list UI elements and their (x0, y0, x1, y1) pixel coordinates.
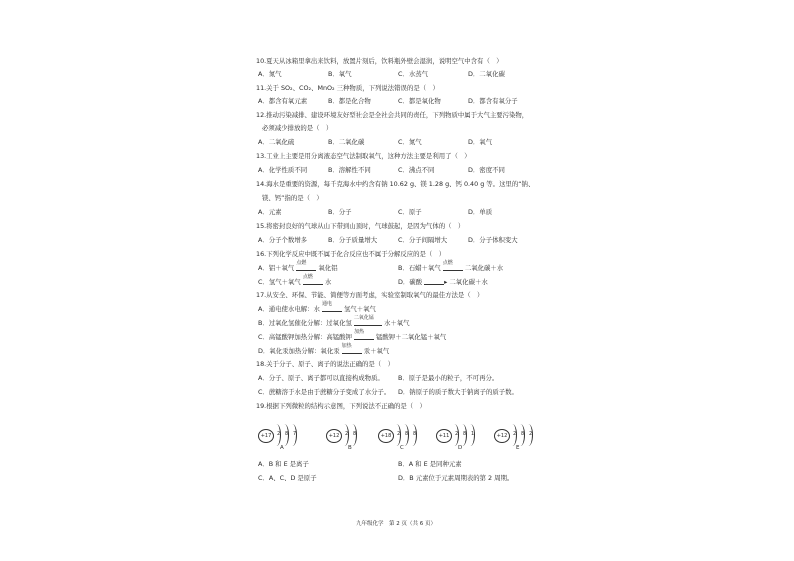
question-12-stem: 12.推动污染减排、建设环境友好型社会是全社会共同的责任，下列物质中属于大气主要污染物， (256, 111, 529, 119)
q15-option-b: B．分子质量增大 (328, 236, 378, 244)
q13-option-b: B．溶解性不同 (328, 166, 371, 174)
q12-option-a: A．二氧化硫 (258, 138, 295, 146)
question-19-stem: 19.根据下列微粒的结构示意图，下列说法不正确的是（ ） (256, 402, 426, 410)
q17-d-arrow (341, 343, 362, 355)
q19-option-a: A．B 和 E 是离子 (258, 460, 309, 468)
q17-option-c (258, 329, 447, 341)
q18-option-b: B．原子是最小的粒子，不可再分。 (398, 374, 499, 382)
q16-option-a (258, 260, 338, 272)
atom-a-shell-2: 8 (285, 431, 289, 437)
q17-a-condition: 通电 (321, 301, 332, 307)
q17-c-arrow (353, 329, 374, 341)
atom-b-shell-2: 8 (353, 431, 357, 437)
q12-option-c: C．氮气 (398, 138, 422, 146)
atom-diagram-e (492, 418, 552, 454)
q19-option-b: B．A 和 E 是同种元素 (398, 460, 462, 468)
q16-option-d (398, 278, 488, 286)
q17-a-reactants: A．通电使水电解：水 (258, 305, 320, 313)
q15-option-c: C．分子间隔增大 (398, 236, 448, 244)
q16-d-reactants: D．碳酸 (398, 278, 423, 286)
atom-c-nucleus: +18 (378, 429, 394, 443)
atom-c-shell-2: 8 (405, 431, 409, 437)
atom-diagram-c (376, 418, 436, 454)
q18-option-a: A．分子、原子、离子都可以直接构成物质。 (258, 374, 384, 382)
q17-d-condition: 加热 (341, 343, 352, 349)
q17-a-products: 氢气＋氧气 (343, 305, 376, 313)
question-16-stem: 16.下列化学反应中既不属于化合反应也不属于分解反应的是（ ） (256, 250, 446, 258)
q17-b-products: 水＋氧气 (383, 319, 410, 327)
q10-option-b: B．氧气 (328, 70, 352, 78)
q14-option-b: B．分子 (328, 208, 352, 216)
q11-option-a: A．都含有氧元素 (258, 97, 308, 105)
q15-option-a: A．分子个数增多 (258, 236, 308, 244)
q10-option-d: D．二氧化碳 (468, 70, 505, 78)
q14-option-c: C．原子 (398, 208, 422, 216)
q17-b-condition: 二氧化锰 (353, 315, 374, 321)
atom-diagram-b (324, 418, 384, 454)
q14-option-d: D．单质 (468, 208, 493, 216)
atom-b-label: B (348, 445, 352, 451)
q16-b-arrow (442, 260, 463, 272)
atom-diagram-a (256, 418, 316, 454)
atom-b-nucleus: +12 (326, 429, 342, 443)
atom-c-label: C (400, 445, 404, 451)
atom-a-nucleus: +17 (258, 429, 274, 443)
question-12-stem-cont: 必须减少排放的是（ ） (262, 124, 333, 132)
question-15-stem: 15.将密封良好的气球从山下带到山顶时，气球鼓起，是因为气体的（ ） (256, 222, 465, 230)
q10-option-c: C．水蒸气 (398, 70, 429, 78)
q17-d-reactants: D．氧化汞加热分解：氧化汞 (258, 347, 340, 355)
q15-option-d: D．分子体积变大 (468, 236, 518, 244)
atomic-structure-diagrams (256, 418, 556, 458)
q11-option-c: C．都是氧化物 (398, 97, 441, 105)
q17-option-a (258, 301, 376, 313)
atom-c-shell-1: 2 (397, 431, 401, 437)
q17-c-condition: 加热 (353, 329, 364, 335)
question-17-stem: 17.从安全、环保、节能、简便等方面考虑，实验室制取氧气的最佳方法是（ ） (256, 291, 484, 299)
q16-c-condition: 点燃 (302, 274, 313, 280)
q18-option-c: C．蔗糖溶于水是由于蔗糖分子变成了水分子。 (258, 388, 391, 396)
atom-d-nucleus: +11 (436, 429, 452, 443)
atom-a-label: A (280, 445, 284, 451)
q10-option-a: A．氮气 (258, 70, 282, 78)
q17-a-arrow (321, 301, 342, 313)
atom-e-shell-1: 2 (513, 431, 517, 437)
question-10-stem: 10.夏天从冰箱里拿出来饮料，放置片刻后，饮料瓶外壁会湿润，说明空气中含有（ ） (256, 57, 503, 65)
q17-b-reactants: B．过氧化氢催化分解：过氧化氢 (258, 319, 352, 327)
q17-c-reactants: C．高锰酸钾加热分解：高锰酸钾 (258, 333, 352, 341)
atom-e-label: E (516, 445, 520, 451)
q16-a-products: 氧化铝 (318, 264, 338, 272)
q17-b-arrow (353, 315, 382, 327)
q14-option-a: A．元素 (258, 208, 282, 216)
q16-d-products: 二氧化碳＋水 (449, 278, 488, 286)
atom-d-shell-1: 2 (455, 431, 459, 437)
page-footer: 九年级化学 第 2 页（共 6 页） (356, 521, 436, 527)
atom-d-shell-2: 8 (463, 431, 467, 437)
atom-c-shell-3: 8 (413, 431, 417, 437)
q17-option-b (258, 315, 410, 327)
q18-option-d: D．钠原子的质子数大于钠离子的质子数。 (398, 388, 518, 396)
question-14-stem: 14.海水是重要的资源，每千克海水中约含有钠 10.62 g、镁 1.28 g、钙 0.40 g 等。这里的“钠、 (256, 180, 535, 188)
q16-a-arrow (296, 260, 316, 272)
atom-d-shell-3: 1 (471, 431, 475, 437)
atom-d-label: D (458, 445, 463, 451)
question-18-stem: 18.关于分子、原子、离子的说法正确的是（ ） (256, 360, 394, 368)
question-11-stem: 11.关于 SO₂、CO₂、MnO₂ 三种物质，下列说法错误的是（ ） (256, 84, 439, 92)
atom-e-shell-2: 8 (521, 431, 525, 437)
q13-option-a: A．化学性质不同 (258, 166, 308, 174)
q16-option-c (258, 274, 332, 286)
q11-option-b: B．都是化合物 (328, 97, 371, 105)
q12-option-b: B．二氧化碳 (328, 138, 365, 146)
atom-e-nucleus: +12 (494, 429, 510, 443)
question-14-stem-cont: 镁、钙”指的是（ ） (262, 194, 323, 202)
q16-c-arrow (302, 274, 323, 286)
atom-a-shell-1: 2 (277, 431, 281, 437)
q12-option-d: D．氧气 (468, 138, 493, 146)
q16-c-reactants: C．氢气＋氧气 (258, 278, 301, 286)
q17-c-products: 锰酸钾＋二氧化锰＋氧气 (376, 333, 447, 341)
q16-b-condition: 点燃 (442, 260, 453, 266)
atom-b-shell-1: 2 (345, 431, 349, 437)
q19-option-c: C．A、C、D 是原子 (258, 474, 317, 482)
q17-d-products: 汞＋氧气 (363, 347, 390, 355)
q16-b-products: 二氧化碳＋水 (464, 264, 504, 272)
q13-option-c: C．沸点不同 (398, 166, 435, 174)
q16-b-reactants: B．石蜡＋氧气 (398, 264, 441, 272)
q11-option-d: D．都含有氧分子 (468, 97, 518, 105)
q16-a-condition: 点燃 (296, 260, 307, 266)
q17-option-d (258, 343, 390, 355)
atom-diagram-d (434, 418, 494, 454)
question-13-stem: 13.工业上主要是用分离液态空气法制取氧气，这种方法主要是利用了（ ） (256, 152, 471, 160)
q13-option-d: D．密度不同 (468, 166, 505, 174)
q16-option-b (398, 260, 504, 272)
q19-option-d: D．B 元素位于元素周期表的第 2 周期。 (398, 474, 514, 482)
atom-a-shell-3: 7 (293, 431, 297, 437)
q16-d-arrow: ▸ (424, 278, 447, 286)
q16-a-reactants: A．铝＋氧气 (258, 264, 295, 272)
q16-c-products: 水 (324, 278, 332, 286)
atom-e-shell-3: 2 (529, 431, 533, 437)
